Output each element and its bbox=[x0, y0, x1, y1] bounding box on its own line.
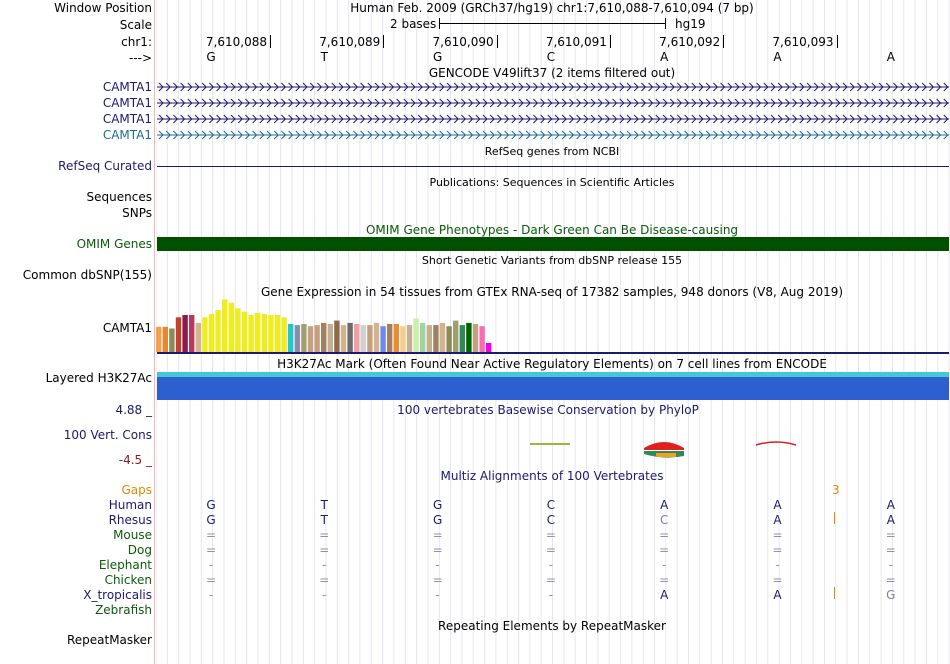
ruler-position-label: 7,610,092 bbox=[659, 35, 721, 49]
multiz-base: C bbox=[659, 513, 669, 527]
repeatmasker-label[interactable]: RepeatMasker bbox=[66, 633, 152, 647]
multiz-species-label[interactable]: X_tropicalis bbox=[83, 588, 152, 602]
gtex-tissue-bar bbox=[163, 327, 168, 352]
multiz-base: - bbox=[208, 588, 214, 602]
multiz-species-label[interactable]: Human bbox=[108, 498, 152, 512]
reference-base: G bbox=[432, 50, 443, 64]
gtex-tissue-bar bbox=[209, 314, 214, 352]
gtex-tissue-bar bbox=[288, 324, 293, 352]
gtex-tissue-bar bbox=[347, 323, 352, 352]
multiz-species-label[interactable]: Dog bbox=[127, 543, 152, 557]
gencode-gene-label-4[interactable]: CAMTA1 bbox=[102, 128, 152, 142]
gtex-gene-label[interactable]: CAMTA1 bbox=[102, 321, 152, 335]
scale-bar-right-tick bbox=[665, 18, 666, 29]
conservation-label[interactable]: 100 Vert. Cons bbox=[63, 428, 152, 442]
reference-base: A bbox=[660, 50, 669, 64]
multiz-gap-marker bbox=[834, 512, 835, 524]
ruler-tick bbox=[270, 35, 271, 48]
gencode-transcript-4[interactable] bbox=[157, 130, 949, 140]
gtex-tissue-bar bbox=[268, 315, 273, 352]
multiz-title[interactable]: Multiz Alignments of 100 Vertebrates bbox=[440, 469, 664, 483]
phylop-mark bbox=[656, 453, 676, 457]
gtex-tissue-bar bbox=[169, 329, 174, 353]
multiz-base: A bbox=[660, 588, 669, 602]
ruler-position-label: 7,610,088 bbox=[205, 35, 267, 49]
multiz-base: C bbox=[546, 513, 556, 527]
gtex-tissue-bar bbox=[427, 325, 432, 352]
multiz-base: = bbox=[659, 543, 670, 557]
multiz-base: - bbox=[662, 558, 667, 572]
gtex-tissue-bar bbox=[262, 314, 267, 352]
publications-sequences-label[interactable]: Sequences bbox=[86, 190, 152, 204]
gtex-tissue-bar bbox=[222, 299, 227, 352]
omim-label[interactable]: OMIM Genes bbox=[76, 237, 152, 251]
reference-base: A bbox=[773, 50, 782, 64]
scale-db: hg19 bbox=[675, 17, 706, 31]
gtex-tissue-bar bbox=[308, 326, 313, 352]
gtex-tissue-bar bbox=[156, 327, 161, 352]
multiz-base: A bbox=[660, 498, 669, 512]
scale-label: Scale bbox=[119, 18, 152, 32]
multiz-base: G bbox=[886, 588, 896, 602]
refseq-transcript-line[interactable] bbox=[157, 166, 949, 167]
gencode-transcript-3[interactable] bbox=[157, 114, 949, 124]
multiz-base: A bbox=[886, 498, 895, 512]
gtex-tissue-bar bbox=[275, 315, 280, 352]
reference-base: C bbox=[546, 50, 556, 64]
strand-label: ---> bbox=[128, 51, 152, 65]
gencode-gene-label-2[interactable]: CAMTA1 bbox=[102, 96, 152, 110]
multiz-base: A bbox=[886, 513, 895, 527]
gencode-title[interactable]: GENCODE V49lift37 (2 items filtered out) bbox=[428, 66, 676, 80]
ruler-tick bbox=[723, 35, 724, 48]
gencode-transcript-2[interactable] bbox=[157, 98, 949, 108]
phylop-conservation-plot[interactable] bbox=[156, 420, 950, 464]
gtex-tissue-bar bbox=[255, 313, 260, 352]
gtex-tissue-bar bbox=[235, 308, 240, 352]
multiz-base: = bbox=[319, 543, 330, 557]
multiz-base: G bbox=[432, 513, 443, 527]
h3k27ac-title[interactable]: H3K27Ac Mark (Often Found Near Active Regulatory Elements) on 7 cell lines from ENCODE bbox=[277, 357, 827, 371]
gtex-tissue-bar bbox=[413, 318, 418, 352]
gtex-tissue-bar bbox=[182, 315, 187, 352]
ruler-position-label: 7,610,091 bbox=[545, 35, 607, 49]
gtex-tissue-bar bbox=[387, 324, 392, 352]
multiz-base: T bbox=[320, 498, 328, 512]
multiz-base: = bbox=[205, 543, 217, 557]
dbsnp-title[interactable]: Short Genetic Variants from dbSNP release 155 bbox=[421, 254, 683, 267]
window-position-label: Window Position bbox=[54, 1, 152, 15]
multiz-base: = bbox=[319, 528, 330, 542]
gtex-tissue-bar bbox=[242, 312, 247, 352]
gtex-tissue-bar bbox=[380, 326, 385, 352]
assembly-position: Human Feb. 2009 (GRCh37/hg19) chr1:7,610,088-7,610,094 (7 bp) bbox=[350, 1, 754, 15]
gtex-tissue-bar bbox=[420, 323, 425, 352]
multiz-base: = bbox=[772, 573, 783, 587]
gtex-tissue-bar bbox=[460, 325, 465, 352]
multiz-base: = bbox=[432, 528, 443, 542]
multiz-base: = bbox=[432, 543, 443, 557]
multiz-species-label[interactable]: Chicken bbox=[104, 573, 152, 587]
gtex-tissue-bar bbox=[374, 323, 379, 352]
omim-phenotype-bar[interactable] bbox=[157, 237, 949, 251]
h3k27ac-label[interactable]: Layered H3K27Ac bbox=[45, 371, 152, 385]
multiz-base: = bbox=[885, 543, 896, 557]
gtex-tissue-bar bbox=[334, 321, 339, 352]
gtex-tissue-bar bbox=[367, 325, 372, 352]
reference-base: T bbox=[320, 50, 328, 64]
ruler-position-label: 7,610,090 bbox=[432, 35, 494, 49]
gtex-tissue-bar bbox=[314, 325, 319, 352]
gtex-tissue-bar bbox=[196, 323, 201, 352]
publications-snps-label[interactable]: SNPs bbox=[122, 206, 152, 220]
multiz-base: C bbox=[546, 498, 556, 512]
multiz-base: - bbox=[888, 558, 893, 572]
multiz-base: G bbox=[206, 498, 216, 512]
gtex-tissue-bar bbox=[473, 324, 478, 352]
multiz-base: - bbox=[548, 558, 554, 572]
gtex-tissue-bar bbox=[361, 325, 366, 352]
chrom-label: chr1: bbox=[121, 35, 152, 49]
multiz-base: - bbox=[322, 588, 327, 602]
multiz-base: G bbox=[432, 498, 443, 512]
multiz-base: = bbox=[432, 573, 443, 587]
dbsnp-label[interactable]: Common dbSNP(155) bbox=[22, 268, 152, 282]
multiz-base: = bbox=[205, 528, 217, 542]
gencode-transcript-1[interactable] bbox=[157, 82, 949, 92]
multiz-species-label[interactable]: Mouse bbox=[113, 528, 152, 542]
multiz-species-label[interactable]: Elephant bbox=[98, 558, 152, 572]
refseq-title[interactable]: RefSeq genes from NCBI bbox=[484, 145, 620, 158]
multiz-base: - bbox=[322, 558, 327, 572]
multiz-base: = bbox=[319, 573, 330, 587]
gtex-tissue-bar bbox=[407, 325, 412, 352]
gtex-title[interactable]: Gene Expression in 54 tissues from GTEx RNA-seq of 17382 samples, 948 donors (V8, Aug 2019) bbox=[260, 285, 844, 299]
multiz-base: = bbox=[545, 528, 556, 542]
multiz-base: - bbox=[208, 558, 214, 572]
gtex-tissue-bar bbox=[248, 315, 253, 352]
multiz-base: - bbox=[548, 588, 554, 602]
conservation-min-label: -4.5 _ bbox=[118, 453, 152, 467]
omim-title[interactable]: OMIM Gene Phenotypes - Dark Green Can Be Disease-causing bbox=[365, 223, 739, 237]
multiz-base: = bbox=[885, 528, 896, 542]
repeatmasker-title[interactable]: Repeating Elements by RepeatMasker bbox=[438, 619, 666, 633]
gtex-tissue-bar bbox=[229, 303, 234, 352]
reference-base: A bbox=[886, 50, 895, 64]
gtex-tissue-bar bbox=[486, 343, 491, 352]
gtex-tissue-bar bbox=[321, 323, 326, 352]
multiz-base: A bbox=[773, 513, 782, 527]
gtex-tissue-bar bbox=[189, 315, 194, 352]
ruler-tick bbox=[497, 35, 498, 48]
gtex-tissue-bar bbox=[202, 317, 207, 352]
multiz-gaps-value: 3 bbox=[832, 483, 840, 497]
gtex-tissue-bar bbox=[433, 325, 438, 352]
multiz-base: A bbox=[773, 498, 782, 512]
multiz-base: = bbox=[545, 573, 556, 587]
gtex-tissue-bar bbox=[479, 326, 484, 352]
multiz-base: G bbox=[206, 513, 216, 527]
multiz-base: = bbox=[659, 528, 670, 542]
multiz-base: - bbox=[435, 588, 440, 602]
gtex-tissue-bar bbox=[341, 325, 346, 352]
gencode-gene-label-1[interactable]: CAMTA1 bbox=[102, 80, 152, 94]
reference-base: G bbox=[206, 50, 216, 64]
multiz-base: = bbox=[205, 573, 217, 587]
ruler-tick bbox=[383, 35, 384, 48]
multiz-base: = bbox=[885, 573, 896, 587]
gtex-tissue-bar bbox=[453, 321, 458, 352]
ruler-tick bbox=[837, 35, 838, 48]
gtex-tissue-bar bbox=[328, 324, 333, 352]
gtex-gene-line bbox=[157, 352, 949, 354]
multiz-base: = bbox=[545, 543, 556, 557]
multiz-base: = bbox=[772, 528, 783, 542]
multiz-base: = bbox=[772, 543, 783, 557]
gtex-expression-chart[interactable] bbox=[156, 296, 536, 352]
gtex-tissue-bar bbox=[281, 317, 286, 352]
conservation-title[interactable]: 100 vertebrates Basewise Conservation by PhyloP bbox=[397, 403, 699, 417]
ruler-position-label: 7,610,093 bbox=[772, 35, 834, 49]
phylop-mark bbox=[756, 442, 796, 445]
ruler-position-label: 7,610,089 bbox=[319, 35, 381, 49]
gtex-tissue-bar bbox=[354, 324, 359, 352]
publications-title[interactable]: Publications: Sequences in Scientific Articles bbox=[429, 176, 675, 189]
multiz-base: T bbox=[320, 513, 328, 527]
conservation-max-label: 4.88 _ bbox=[115, 403, 152, 417]
gtex-tissue-bar bbox=[400, 326, 405, 352]
multiz-base: = bbox=[659, 573, 670, 587]
gtex-tissue-bar bbox=[440, 323, 445, 352]
multiz-species-label[interactable]: Zebrafish bbox=[95, 603, 152, 617]
refseq-label[interactable]: RefSeq Curated bbox=[58, 159, 152, 173]
h3k27ac-blue-layer[interactable] bbox=[157, 377, 949, 400]
phylop-mark bbox=[644, 442, 684, 450]
multiz-gaps-label[interactable]: Gaps bbox=[121, 483, 152, 497]
multiz-base: - bbox=[775, 558, 780, 572]
scale-text: 2 bases bbox=[390, 17, 437, 31]
gtex-tissue-bar bbox=[295, 325, 300, 352]
scale-bar bbox=[439, 23, 665, 24]
ruler-tick bbox=[610, 35, 611, 48]
gtex-tissue-bar bbox=[466, 323, 471, 352]
gtex-tissue-bar bbox=[446, 326, 451, 352]
gtex-tissue-bar bbox=[394, 324, 399, 352]
gtex-tissue-bar bbox=[215, 310, 220, 352]
gtex-tissue-bar bbox=[176, 317, 181, 352]
multiz-base: - bbox=[435, 558, 440, 572]
multiz-base: A bbox=[773, 588, 782, 602]
multiz-species-label[interactable]: Rhesus bbox=[108, 513, 152, 527]
multiz-gap-marker bbox=[834, 587, 835, 599]
gtex-tissue-bar bbox=[301, 324, 306, 352]
gencode-gene-label-3[interactable]: CAMTA1 bbox=[102, 112, 152, 126]
label-divider bbox=[154, 0, 155, 664]
